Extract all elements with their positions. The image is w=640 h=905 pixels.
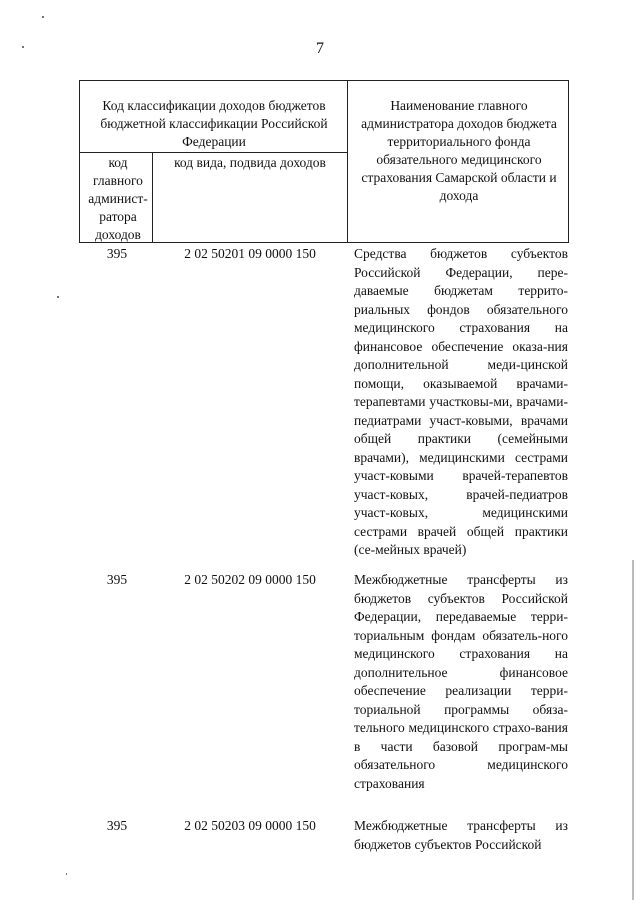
scan-speck xyxy=(57,296,59,298)
scan-speck xyxy=(42,16,44,18)
header-name-divider xyxy=(347,80,348,242)
table-top-border xyxy=(79,80,569,81)
table-row-name: Средства бюджетов субъектов Российской Федерации, пере-даваемые бюджетам террито-риальных фондов обязательного медицинского страхования на финансовое обеспечение оказа-ния дополнительной меди-цинской помощи, оказываемой врачами-терапевтами участковы-ми, врачами-педиатрами участ-ковыми, врачами общей практики (семейными врачами), медицинскими сестрами участ-ковыми врачей-терапевтов участ-ковых, врачей-педиатров участ-ковых, медицинскими сестрами врачей общей практики (се-мейных врачей) xyxy=(354,246,568,557)
table-row-name: Межбюджетные трансферты из бюджетов субъектов Российской xyxy=(354,818,568,852)
header-admin-code: код главного админист-ратора доходов xyxy=(88,155,148,242)
header-classification-group: Код классификации доходов бюджетов бюджетной классификации Российской Федерации xyxy=(100,98,328,149)
scan-edge xyxy=(632,560,634,900)
header-name: Наименование главного администратора доходов бюджета территориального фонда обязательного медицинского страхования Самарской области и дохода xyxy=(361,98,557,203)
page-number: 7 xyxy=(316,40,324,57)
table-row-name: Межбюджетные трансферты из бюджетов субъектов Российской Федерации, передаваемые терри-ториальным фондам обязатель-ного медицинского страхования на дополнительное финансовое обеспечение реализации терри-ториальной программы обяза-тельного медицинского страхо-вания в части базовой програм-мы обязательного медицинского страхования xyxy=(354,572,568,791)
table-row-income-code: 2 02 50203 09 0000 150 xyxy=(184,818,316,833)
table-row-income-code: 2 02 50202 09 0000 150 xyxy=(184,572,316,587)
table-left-border xyxy=(79,80,80,242)
table-row-admin-code: 395 xyxy=(106,818,128,833)
table-row-admin-code: 395 xyxy=(106,246,128,261)
table-right-border xyxy=(568,80,569,242)
table-row-income-code: 2 02 50201 09 0000 150 xyxy=(184,246,316,261)
table-row-admin-code: 395 xyxy=(106,572,128,587)
header-income-type-code: код вида, подвида доходов xyxy=(174,155,326,170)
header-bottom-border xyxy=(79,242,569,243)
header-subgroup-divider xyxy=(79,152,348,153)
scan-speck xyxy=(22,46,24,48)
scan-speck xyxy=(66,873,67,875)
header-code-divider xyxy=(152,152,153,242)
